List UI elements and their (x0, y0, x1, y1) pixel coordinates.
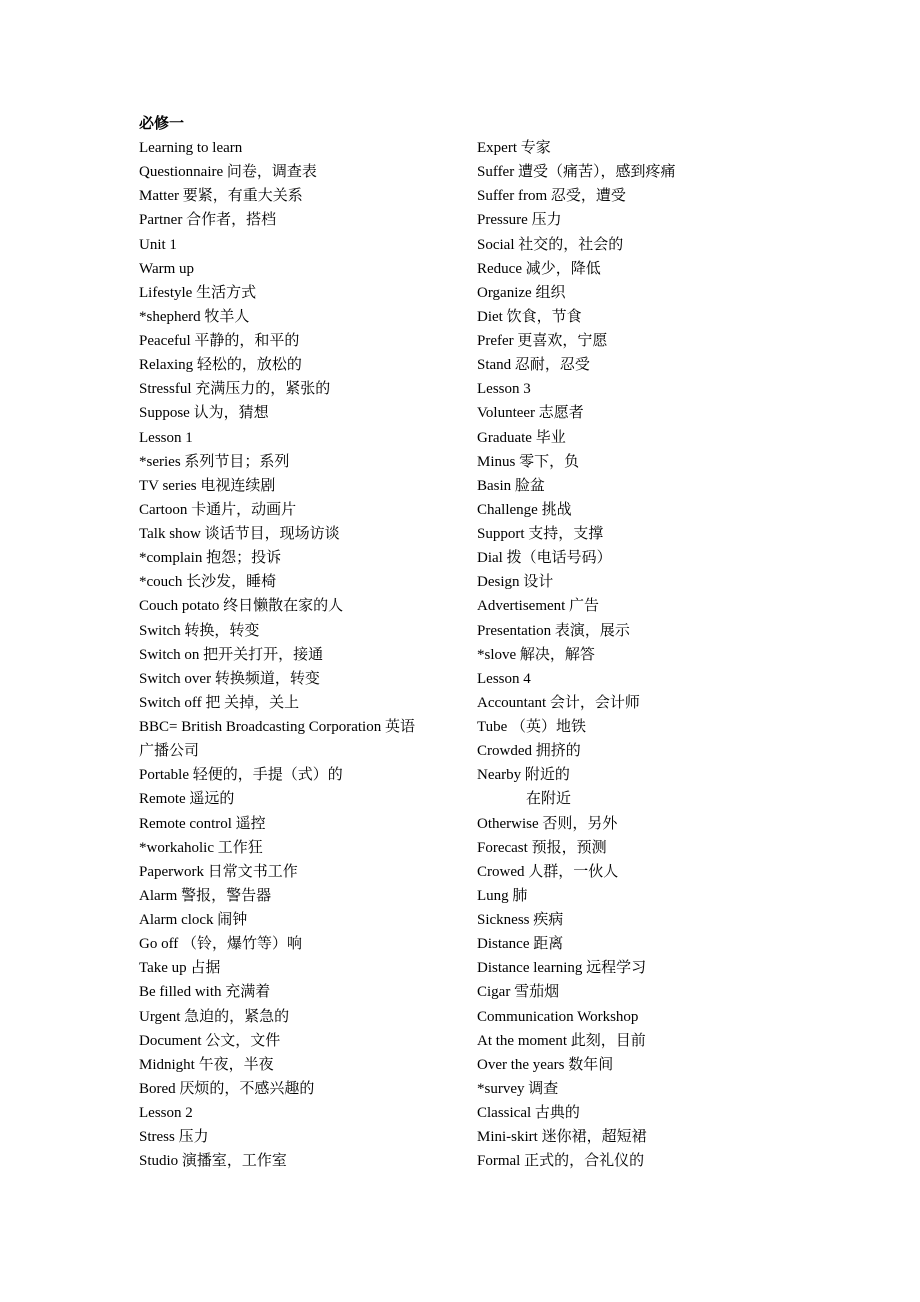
vocab-entry: Diet 饮食，节食 (477, 308, 582, 325)
vocab-entry: Lesson 1 (139, 429, 193, 446)
vocab-entry: Document 公文，文件 (139, 1032, 281, 1049)
vocab-entry: Nearby 附近的 (477, 767, 570, 784)
vocab-entry: *complain 抱怨；投诉 (139, 550, 282, 567)
vocab-entry: Bored 厌烦的，不感兴趣的 (139, 1080, 315, 1097)
vocab-entry: Switch off 把 关掉，关上 (139, 694, 300, 711)
vocab-entry: Suppose 认为，猜想 (139, 405, 269, 422)
vocab-entry: Cartoon 卡通片，动画片 (139, 501, 297, 518)
vocab-entry: Challenge 挑战 (477, 501, 572, 518)
vocab-entry: Midnight 午夜，半夜 (139, 1056, 274, 1073)
vocab-entry: Alarm clock 闹钟 (139, 912, 248, 928)
vocab-entry: Portable 轻便的，手提（式）的 (139, 767, 343, 784)
vocab-entry: Reduce 减少，降低 (477, 260, 601, 277)
vocab-entry: Switch on 把开关打开，接通 (139, 646, 324, 663)
vocab-entry: *survey 调查 (477, 1080, 559, 1097)
vocab-entry: Over the years 数年间 (477, 1056, 614, 1073)
vocab-entry: Expert 专家 (477, 140, 551, 156)
vocab-entry: Communication Workshop (477, 1008, 639, 1025)
vocab-entry: Studio 演播室，工作室 (139, 1153, 287, 1170)
vocab-entry: Peaceful 平静的，和平的 (139, 333, 300, 349)
vocab-entry: At the moment 此刻，目前 (477, 1032, 646, 1049)
vocab-entry: Lesson 3 (477, 381, 531, 398)
vocab-entry: Pressure 压力 (477, 212, 562, 229)
vocab-entry: Design 设计 (477, 574, 554, 591)
vocab-entry: Forecast 预报，预测 (477, 839, 607, 856)
vocab-entry: Suffer from 忍受，遭受 (477, 188, 626, 205)
vocab-entry: Minus 零下，负 (477, 453, 580, 470)
vocab-entry: Couch potato 终日懒散在家的人 (139, 598, 344, 615)
vocab-entry: Advertisement 广告 (477, 598, 600, 615)
vocab-entry: Unit 1 (139, 236, 177, 253)
vocab-entry: *couch 长沙发，睡椅 (139, 574, 277, 591)
vocab-entry: Alarm 警报，警告器 (139, 887, 272, 904)
vocab-entry: Prefer 更喜欢，宁愿 (477, 333, 608, 349)
vocab-entry: Organize 组织 (477, 284, 566, 301)
vocab-entry: Lung 肺 (477, 887, 528, 904)
vocab-entry: Volunteer 志愿者 (477, 405, 584, 422)
vocab-entry: Talk show 谈话节目，现场访谈 (139, 526, 340, 542)
vocab-entry: Paperwork 日常文书工作 (139, 863, 298, 880)
vocab-entry: Learning to learn (139, 140, 243, 156)
section-heading: 必修一 (139, 116, 185, 132)
vocab-entry: Stress 压力 (139, 1129, 209, 1146)
vocab-entry: Mini-skirt 迷你裙，超短裙 (477, 1129, 647, 1146)
vocab-entry: Dial 拨（电话号码） (477, 550, 612, 567)
vocab-entry: Crowded 拥挤的 (477, 743, 581, 760)
vocab-entry: Lesson 4 (477, 670, 531, 687)
left-vocabulary-column (139, 136, 451, 1173)
vocab-entry: Switch over 转换频道，转变 (139, 670, 320, 687)
vocab-entry: Remote control 遥控 (139, 815, 266, 832)
vocab-entry: Suffer 遭受（痛苦），感到疼痛 (477, 164, 676, 181)
vocab-entry: Support 支持，支撑 (477, 526, 604, 542)
vocab-entry: Distance 距离 (477, 936, 564, 953)
vocab-entry: Classical 古典的 (477, 1105, 580, 1121)
vocab-entry: Otherwise 否则，另外 (477, 815, 618, 832)
vocab-entry: Basin 脸盆 (477, 477, 545, 494)
vocab-entry: Formal 正式的，合礼仪的 (477, 1153, 645, 1170)
vocab-entry: 在附近 (526, 791, 572, 808)
vocab-entry: Accountant 会计，会计师 (477, 694, 640, 711)
vocab-entry: Take up 占据 (139, 960, 221, 977)
vocab-entry: Presentation 表演，展示 (477, 622, 630, 639)
vocab-entry: Graduate 毕业 (477, 429, 566, 446)
vocab-entry: Warm up (139, 260, 195, 277)
vocab-entry: Be filled with 充满着 (139, 984, 271, 1001)
vocab-entry: Stressful 充满压力的，紧张的 (139, 381, 331, 398)
vocab-entry: Partner 合作者，搭档 (139, 212, 277, 229)
vocab-entry: *shepherd 牧羊人 (139, 308, 250, 325)
vocab-entry: *workaholic 工作狂 (139, 839, 263, 856)
vocab-entry: Social 社交的，社会的 (477, 236, 624, 253)
vocab-entry: Questionnaire 问卷，调查表 (139, 164, 317, 181)
vocab-entry: Matter 要紧，有重大关系 (139, 188, 303, 205)
vocab-entry: Sickness 疾病 (477, 912, 564, 928)
vocab-entry: Lesson 2 (139, 1105, 193, 1121)
vocab-entry: Relaxing 轻松的，放松的 (139, 357, 302, 374)
vocab-entry: Cigar 雪茄烟 (477, 984, 560, 1001)
vocab-entry: BBC= British Broadcasting Corporation 英语 (139, 719, 415, 735)
vocab-entry: TV series 电视连续剧 (139, 477, 276, 494)
vocab-entry: *series 系列节目；系列 (139, 453, 290, 470)
vocab-entry: Distance learning 远程学习 (477, 960, 647, 977)
vocab-entry: Lifestyle 生活方式 (139, 284, 257, 301)
vocab-entry: Stand 忍耐，忍受 (477, 357, 590, 374)
vocab-entry: Crowed 人群，一伙人 (477, 863, 619, 880)
vocab-entry: Urgent 急迫的，紧急的 (139, 1008, 290, 1025)
vocab-entry: Switch 转换，转变 (139, 622, 260, 639)
right-vocabulary-column (477, 136, 777, 1173)
vocab-entry: Go off （铃，爆竹等）响 (139, 936, 303, 953)
vocab-entry: 广播公司 (139, 743, 200, 760)
vocab-entry: Tube （英）地铁 (477, 719, 587, 735)
vocab-entry: *slove 解决，解答 (477, 646, 595, 663)
vocab-entry: Remote 遥远的 (139, 791, 235, 808)
